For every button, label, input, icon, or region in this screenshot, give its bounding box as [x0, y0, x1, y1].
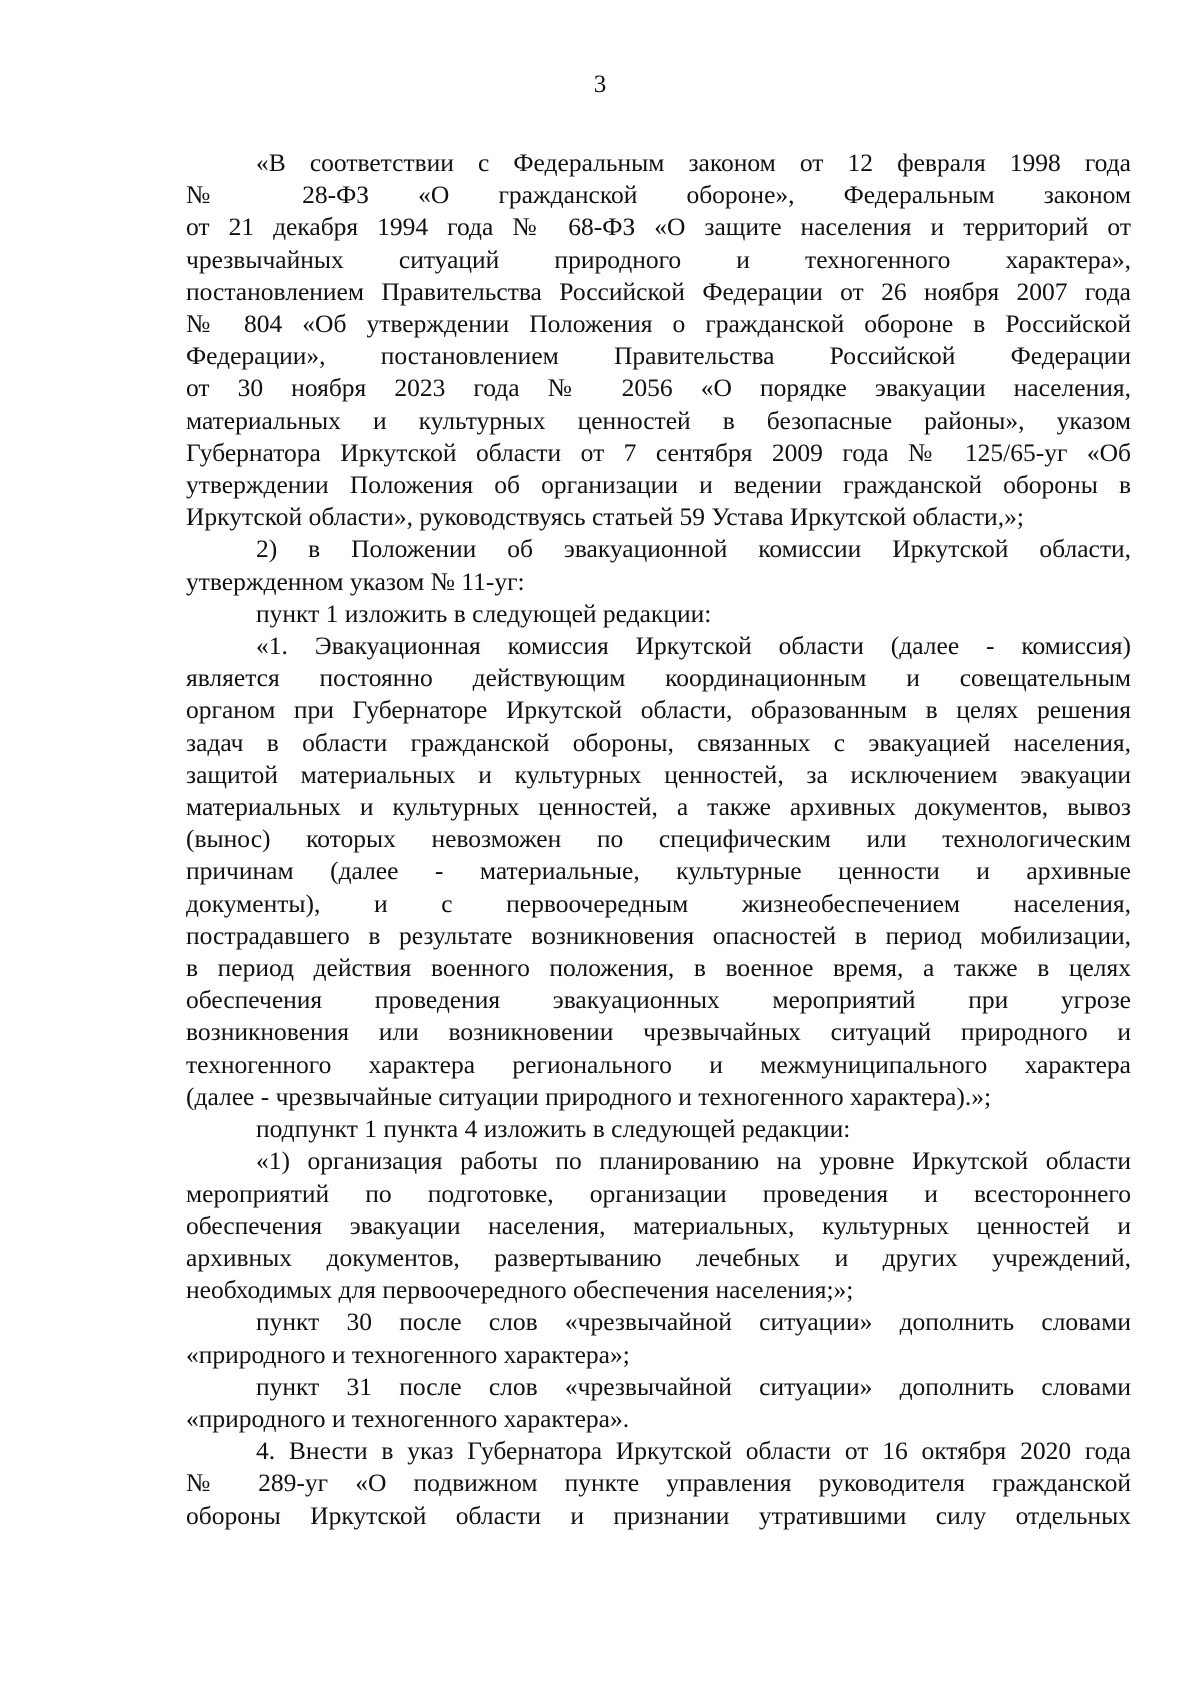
- paragraph: [186, 1306, 1131, 1370]
- text-line: пострадавшего в результате возникновения опасностей в период мобилизации,: [186, 920, 1131, 950]
- text-line: (вынос) которых невозможен по специфическим или технологическим: [186, 824, 1131, 854]
- text-line: пункт 31 после слов «чрезвычайной ситуации» дополнить словами: [256, 1371, 1131, 1401]
- text-line: «В соответствии с Федеральным законом от 12 февраля 1998 года: [256, 148, 1131, 177]
- paragraph: [186, 533, 1131, 597]
- text-line: материальных и культурных ценностей в безопасные районы», указом: [186, 405, 1131, 435]
- text-line: техногенного характера регионального и межмуниципального характера: [186, 1049, 1131, 1079]
- page-number: 3: [593, 71, 607, 98]
- paragraph: [186, 1371, 1131, 1435]
- text-line: защитой материальных и культурных ценностей, за исключением эвакуации: [186, 759, 1131, 789]
- text-line: Губернатора Иркутской области от 7 сентября 2009 года № 125/65-уг «Об: [186, 437, 1131, 467]
- paragraph: [186, 1145, 1131, 1306]
- text-line: необходимых для первоочередного обеспечения населения;»;: [186, 1275, 854, 1305]
- text-line: является постоянно действующим координационным и совещательным: [186, 663, 1131, 693]
- text-line: архивных документов, развертыванию лечебных и других учреждений,: [186, 1242, 1131, 1272]
- paragraph: [186, 598, 1131, 630]
- text-line: документы), и с первоочередным жизнеобеспечением населения,: [186, 888, 1131, 918]
- text-line: от 21 декабря 1994 года № 68-ФЗ «О защите населения и территорий от: [186, 212, 1131, 242]
- text-line: от 30 ноября 2023 года № 2056 «О порядке эвакуации населения,: [186, 373, 1131, 403]
- text-line: 2) в Положении об эвакуационной комиссии Иркутской области,: [256, 534, 1131, 564]
- text-line: 4. Внести в указ Губернатора Иркутской области от 16 октября 2020 года: [256, 1436, 1131, 1466]
- text-line: пункт 1 изложить в следующей редакции:: [256, 598, 712, 628]
- text-line: подпункт 1 пункта 4 изложить в следующей редакции:: [256, 1114, 851, 1144]
- text-line: (далее - чрезвычайные ситуации природного и техногенного характера).»;: [186, 1081, 992, 1111]
- text-line: материальных и культурных ценностей, а также архивных документов, вывоз: [186, 792, 1131, 822]
- paragraph: [186, 1435, 1131, 1532]
- text-line: Иркутской области», руководствуясь статьей 59 Устава Иркутской области,»;: [186, 502, 1024, 532]
- text-line: в период действия военного положения, в военное время, а также в целях: [186, 953, 1131, 983]
- text-line: «природного и техногенного характера»;: [186, 1339, 630, 1369]
- text-line: «1) организация работы по планированию на уровне Иркутской области: [256, 1146, 1131, 1176]
- text-line: постановлением Правительства Российской Федерации от 26 ноября 2007 года: [186, 276, 1131, 306]
- text-line: утверждении Положения об организации и ведении гражданской обороны в: [186, 470, 1131, 500]
- text-line: № 289-уг «О подвижном пункте управления руководителя гражданской: [186, 1468, 1131, 1498]
- text-line: причинам (далее - материальные, культурные ценности и архивные: [186, 856, 1131, 886]
- text-line: обороны Иркутской области и признании утратившими силу отдельных: [186, 1500, 1131, 1530]
- text-line: мероприятий по подготовке, организации проведения и всестороннего: [186, 1178, 1131, 1208]
- document-body: [186, 147, 1131, 1532]
- text-line: чрезвычайных ситуаций природного и техногенного характера»,: [186, 244, 1131, 274]
- text-line: обеспечения проведения эвакуационных мероприятий при угрозе: [186, 985, 1131, 1015]
- text-line: органом при Губернаторе Иркутской области, образованным в целях решения: [186, 695, 1131, 725]
- paragraph: [186, 147, 1131, 533]
- text-line: «1. Эвакуационная комиссия Иркутской области (далее - комиссия): [256, 631, 1131, 661]
- text-line: задач в области гражданской обороны, связанных с эвакуацией населения,: [186, 727, 1131, 757]
- text-line: Федерации», постановлением Правительства Российской Федерации: [186, 341, 1131, 371]
- text-line: «природного и техногенного характера».: [186, 1403, 630, 1433]
- text-line: утвержденном указом № 11-уг:: [186, 566, 525, 596]
- text-line: обеспечения эвакуации населения, материальных, культурных ценностей и: [186, 1210, 1131, 1240]
- paragraph: [186, 1113, 1131, 1145]
- text-line: возникновения или возникновении чрезвычайных ситуаций природного и: [186, 1017, 1131, 1047]
- text-line: пункт 30 после слов «чрезвычайной ситуации» дополнить словами: [256, 1307, 1131, 1337]
- text-line: № 28-ФЗ «О гражданской обороне», Федеральным законом: [186, 180, 1131, 210]
- paragraph: [186, 630, 1131, 1113]
- text-line: № 804 «Об утверждении Положения о гражданской обороне в Российской: [186, 309, 1131, 339]
